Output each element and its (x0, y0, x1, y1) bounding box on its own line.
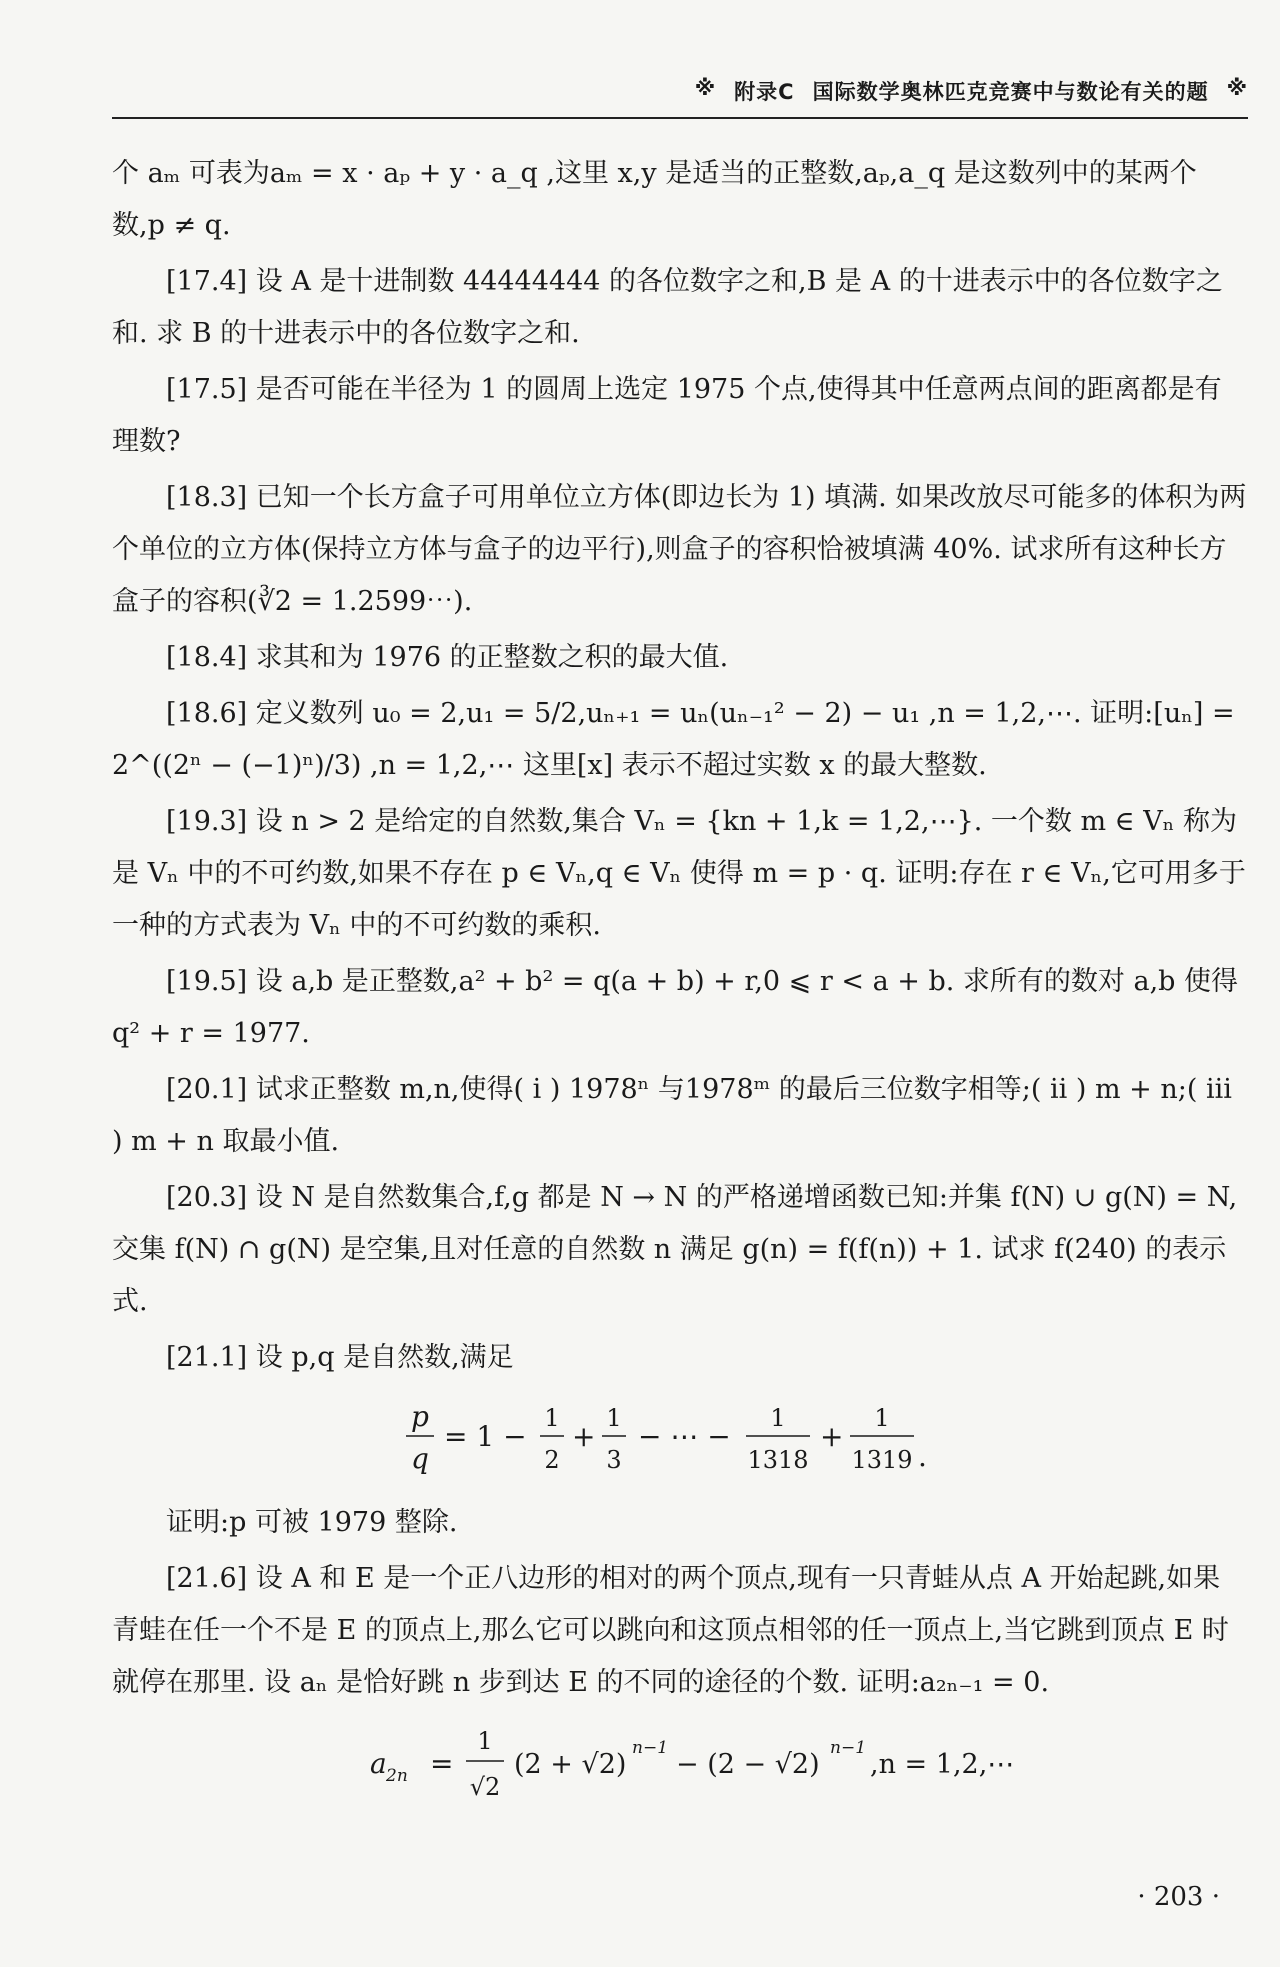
formula2-lhs: a (369, 1747, 387, 1780)
problem-19-5: [19.5] 设 a,b 是正整数,a² + b² = q(a + b) + r,0 ⩽ r < a + b. 求所有的数对 a,b 使得 q² + r = 1977. (112, 966, 1239, 1049)
formula-num4: 1 (873, 1404, 890, 1432)
problem-18-3: [18.3] 已知一个长方盒子可用单位立方体(即边长为 1) 填满. 如果改放尽可能多的体积为两个单位的立方体(保持立方体与盒子的边平行),则盒子的容积恰被填满 40%. 试求所有这种长方盒子的容积(∛2 = 1.2599⋯). (112, 482, 1247, 617)
formula-eq: = 1 − (443, 1420, 527, 1453)
formula2-exp1: n−1 (631, 1738, 668, 1758)
problem-18-4: [18.4] 求其和为 1976 的正整数之积的最大值. (166, 642, 729, 673)
running-header (112, 76, 1248, 106)
formula-den1319: 1319 (850, 1446, 913, 1474)
problem-19-3: [19.3] 设 n > 2 是给定的自然数,集合 Vₙ = {kn + 1,k = 1,2,⋯}. 一个数 m ∈ Vₙ 称为是 Vₙ 中的不可约数,如果不存在 p ∈ Vₙ,q ∈ Vₙ 使得 m = p · q. 证明:存在 r ∈ Vₙ,它可用多于一种的方式表为 Vₙ 中的不可约数的乘积. (112, 806, 1246, 941)
formula-num3: 1 (769, 1404, 786, 1432)
problem-21-6: [21.6] 设 A 和 E 是一个正八边形的相对的两个顶点,现有一只青蛙从点 A 开始起跳,如果青蛙在任一个不是 E 的顶点上,那么它可以跳向和这顶点相邻的任一顶点上,当它跳到顶点 E 时就停在那里. 设 aₙ 是恰好跳 n 步到达 E 的不同的途径的个数. 证明:a₂ₙ₋₁ = 0. (112, 1563, 1229, 1698)
formula-a2n-svg (369, 1719, 1014, 1809)
formula-harmonic (112, 1394, 1247, 1487)
formula-den2: 2 (543, 1446, 560, 1474)
formula-harmonic-svg (400, 1394, 960, 1480)
proof-21-1: 证明:p 可被 1979 整除. (166, 1507, 458, 1538)
problem-20-1: [20.1] 试求正整数 m,n,使得( ⅰ ) 1978ⁿ 与1978ᵐ 的最后三位数字相等;( ⅱ ) m + n;( ⅲ ) m + n 取最小值. (112, 1074, 1232, 1157)
formula2-body: (2 + √2) (513, 1749, 626, 1780)
formula2-lhs-sub: 2n (385, 1766, 408, 1786)
formula2-exp2: n−1 (829, 1738, 866, 1758)
formula-p: p (410, 1400, 429, 1433)
formula-mid: − ⋯ − (637, 1420, 731, 1453)
formula-a2n (112, 1719, 1247, 1816)
formula-dot: . (917, 1440, 927, 1473)
header-section: 附录C (734, 80, 795, 104)
problem-18-6: [18.6] 定义数列 u₀ = 2,u₁ = 5/2,uₙ₊₁ = uₙ(uₙ₋₁² − 2) − u₁ ,n = 1,2,⋯. 证明:[uₙ] = 2^((2ⁿ − (−1)ⁿ)/3) ,n = 1,2,⋯ 这里[x] 表示不超过实数 x 的最大整数. (112, 698, 1235, 781)
formula-num2: 1 (605, 1404, 622, 1432)
formula-den3: 3 (605, 1446, 622, 1474)
formula2-den: √2 (469, 1773, 500, 1801)
formula-plus2: + (819, 1420, 843, 1453)
page-body (112, 148, 1247, 1826)
formula2-tail: ,n = 1,2,⋯ (869, 1749, 1014, 1780)
formula2-minus: − (2 − √2) (675, 1749, 820, 1780)
header-rule (112, 117, 1248, 119)
problem-17-4: [17.4] 设 A 是十进制数 44444444 的各位数字之和,B 是 A 的十进表示中的各位数字之和. 求 B 的十进表示中的各位数字之和. (112, 266, 1223, 349)
page-number: · 203 · (1137, 1882, 1220, 1912)
header-left-mark: ※ (694, 76, 717, 100)
formula-den1318: 1318 (746, 1446, 809, 1474)
header-right-mark: ※ (1226, 76, 1248, 100)
problem-17-5: [17.5] 是否可能在半径为 1 的圆周上选定 1975 个点,使得其中任意两点间的距离都是有理数? (112, 374, 1222, 457)
formula2-num: 1 (476, 1727, 493, 1755)
header-title: 国际数学奥林匹克竞赛中与数论有关的题 (812, 80, 1209, 104)
formula-q: q (410, 1442, 429, 1475)
problem-21-1: [21.1] 设 p,q 是自然数,满足 (166, 1342, 514, 1373)
formula2-eq: = (429, 1747, 453, 1780)
formula-plus1: + (571, 1420, 595, 1453)
paragraph-continuation: 个 aₘ 可表为aₘ = x · aₚ + y · a_q ,这里 x,y 是适当的正整数,aₚ,a_q 是这数列中的某两个数,p ≠ q. (112, 158, 1197, 241)
formula-num1: 1 (543, 1404, 560, 1432)
problem-20-3: [20.3] 设 N 是自然数集合,f,g 都是 N → N 的严格递增函数已知:并集 f(N) ∪ g(N) = N,交集 f(N) ∩ g(N) 是空集,且对任意的自然数 n 满足 g(n) = f(f(n)) + 1. 试求 f(240) 的表示式. (112, 1182, 1238, 1317)
